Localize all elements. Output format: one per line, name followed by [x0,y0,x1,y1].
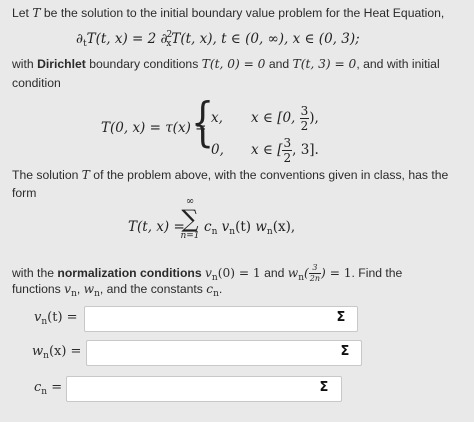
answer-row-cn [0,376,474,402]
bc-dirichlet: Dirichlet [37,57,86,71]
norm-f1: v [64,282,72,296]
ic-case1-den: 2 [300,119,309,133]
bc-post: , and with initial [356,57,440,71]
solution-text [12,168,448,183]
vn-label-rest: (t) = [47,310,78,325]
norm-f2-sub: n [94,289,100,299]
cn-label-c: c [34,380,42,395]
pde-partial-sub: t [82,39,87,49]
bc-line2: condition [12,76,61,90]
series-sum [178,196,202,242]
ic-case2-den: 2 [283,151,292,165]
series-v: v [221,219,230,235]
ic-case2-frac [282,137,292,164]
series-sigma: ∑ [181,205,199,233]
vn-label [34,310,78,327]
norm-line2-mid: , and the constants [99,282,207,296]
intro-text [12,6,444,21]
ic-case1-cond: x ∈ [0, [251,110,296,126]
bc-cond1: T(t, 0) = 0 [201,57,266,71]
series-c-sub: n [211,227,218,237]
pde-equation [76,30,360,49]
wn-label-rest: (x) = [48,344,82,359]
cn-label-sub: n [41,387,48,397]
bc-and: and [265,57,293,71]
cn-label-rest: = [47,380,63,395]
pde-partial: ∂ [76,31,83,47]
ic-case1-close: ), [309,110,319,126]
wn-label-sub: n [43,351,49,361]
norm-line2-pre: functions [12,282,65,296]
ic-lhs-text: T(0, x) = τ(x) = [101,120,207,136]
bc-cond2: T(t, 3) = 0 [292,57,357,71]
solution-pre: The solution [12,168,82,182]
norm-c2-w: w [287,266,299,280]
norm-c2-num: 3 [309,264,321,274]
series-bottom: n=1 [180,231,200,241]
norm-f3-sub: n [213,289,219,299]
vn-sigma-button[interactable]: Σ [336,310,346,325]
answer-row-wn [0,340,474,366]
series-w-sub: n [266,227,273,237]
vn-label-v: v [34,310,42,325]
solution-line2: form [12,186,37,200]
norm-line2-post: . [218,282,223,296]
vn-label-sub: n [41,317,48,327]
cn-label [34,380,62,397]
norm-post: . Find the [351,266,403,280]
bc-text [12,57,440,72]
norm-c2-frac [309,264,321,283]
ic-case1-num: 3 [300,104,309,118]
ic-case1 [211,105,319,132]
wn-answer-field[interactable] [86,340,362,366]
answer-row-vn [0,306,474,332]
series-w: w [255,219,267,235]
ic-case2-num: 3 [283,136,292,150]
norm-bold: normalization conditions [57,266,202,280]
bc-pre: with [12,57,38,71]
norm-c1-sub: n [211,273,218,283]
solution-post: of the problem above, with the conventions given in class, has the [89,168,449,182]
intro-pre: Let [12,6,33,20]
pde-rhs-sub: x [166,39,172,49]
vn-answer-field[interactable] [84,306,358,332]
wn-sigma-button[interactable]: Σ [340,344,350,359]
ic-case1-val: x, [211,110,223,126]
series-lhs [128,219,185,235]
ic-case2-val: 0, [211,142,224,158]
cn-answer-field[interactable] [66,376,342,402]
norm-c1 [205,266,261,283]
norm-pre: with the [12,266,58,280]
series-w-arg: (x), [272,219,296,235]
norm-f2: w [83,282,95,296]
ic-brace: { [190,93,215,153]
norm-c1-rest: (0) = 1 [217,266,261,280]
cn-sigma-button[interactable]: Σ [319,380,329,395]
series-top: ∞ [185,196,195,207]
pde-rhs-rest: T(t, x), t ∈ (0, ∞), x ∈ (0, 3); [171,31,360,47]
series-lhs-text: T(t, x) = [128,219,185,235]
norm-and: and [260,266,288,280]
series-c: c [204,219,212,235]
ic-case2-close: , 3]. [292,142,319,158]
series-v-sub: n [229,227,236,237]
norm-c2-sub: n [298,273,305,283]
norm-c2-den: 2n [309,274,321,283]
series-term [204,219,295,237]
pde-lhs-rest: T(t, x) = 2 ∂ [86,31,168,47]
wn-label-w: w [32,344,44,359]
bc-mid: boundary conditions [85,57,202,71]
ic-case2 [211,137,319,164]
norm-c1-v: v [205,266,212,280]
pde-sup: 2 [166,30,173,40]
wn-label [32,344,81,361]
intro-T: T [32,6,41,20]
series-v-arg: (t) [235,219,252,235]
norm-f1-sub: n [71,289,77,299]
norm-comma: , [76,282,84,296]
norm-c2: $w_n$( $\frac{3}{2n}$ ) = 1 [287,263,352,283]
solution-T: T [81,168,90,182]
intro-post: be the solution to the initial boundary value problem for the Heat Equation, [40,6,445,20]
norm-f3: c [206,282,214,296]
ic-case2-cond: x ∈ [ [251,142,283,158]
norm-line2 [12,282,222,302]
ic-case1-frac [300,105,310,132]
norm-c2-rest: = 1 [329,266,352,280]
